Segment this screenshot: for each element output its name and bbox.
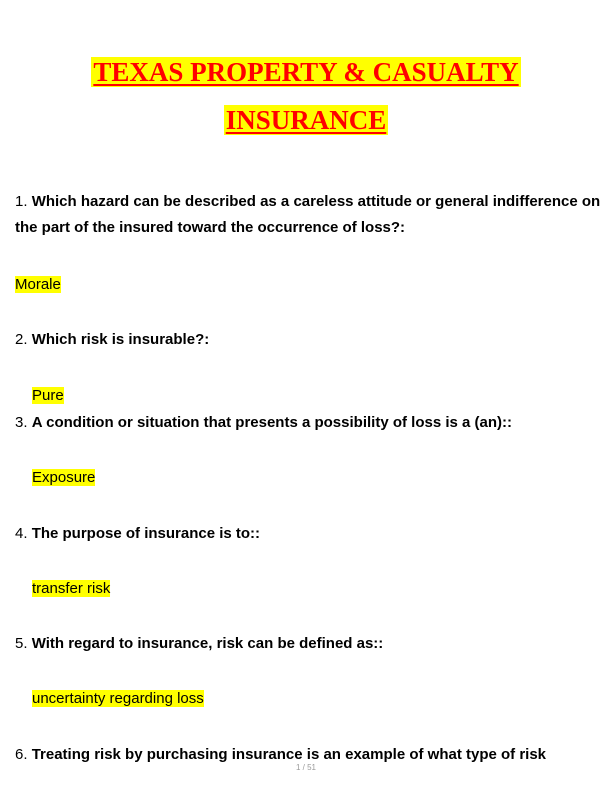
answer-3 — [32, 468, 95, 488]
question-text: Which risk is insurable?: — [31, 331, 210, 348]
answer-highlight: Pure — [32, 387, 64, 404]
answer-highlight: Exposure — [32, 469, 96, 486]
question-5 — [15, 631, 605, 657]
answer-highlight: transfer risk — [32, 580, 111, 597]
question-number: 1. — [15, 193, 28, 210]
question-number: 6. — [15, 746, 28, 763]
page-indicator: 1 / 51 — [295, 763, 316, 772]
answer-highlight: Morale — [15, 276, 61, 293]
page-title-line-2 — [0, 105, 612, 135]
answer-highlight: uncertainty regarding loss — [32, 690, 204, 707]
question-number: 5. — [15, 635, 28, 652]
question-4 — [15, 521, 605, 547]
answer-5 — [32, 689, 204, 709]
title-highlight-2: INSURANCE — [225, 105, 387, 135]
question-text: Treating risk by purchasing insurance is an example of what type of risk — [31, 746, 547, 763]
title-highlight-1: TEXAS PROPERTY & CASUALTY — [93, 57, 519, 87]
answer-4 — [32, 579, 110, 599]
question-number: 3. — [15, 414, 28, 431]
answer-2 — [32, 386, 64, 406]
question-2 — [15, 327, 605, 353]
question-text: The purpose of insurance is to:: — [31, 525, 261, 542]
question-3 — [15, 410, 605, 436]
question-number: 2. — [15, 331, 28, 348]
question-1 — [15, 189, 605, 241]
question-text: A condition or situation that presents a possibility of loss is a (an):: — [31, 414, 513, 431]
question-number: 4. — [15, 525, 28, 542]
question-text: Which hazard can be described as a careless attitude or general indifference on the part of the insured toward the occurrence of loss?: — [15, 193, 601, 236]
question-text: With regard to insurance, risk can be defined as:: — [31, 635, 384, 652]
page-title-line-1 — [0, 57, 612, 87]
answer-1 — [15, 275, 61, 295]
